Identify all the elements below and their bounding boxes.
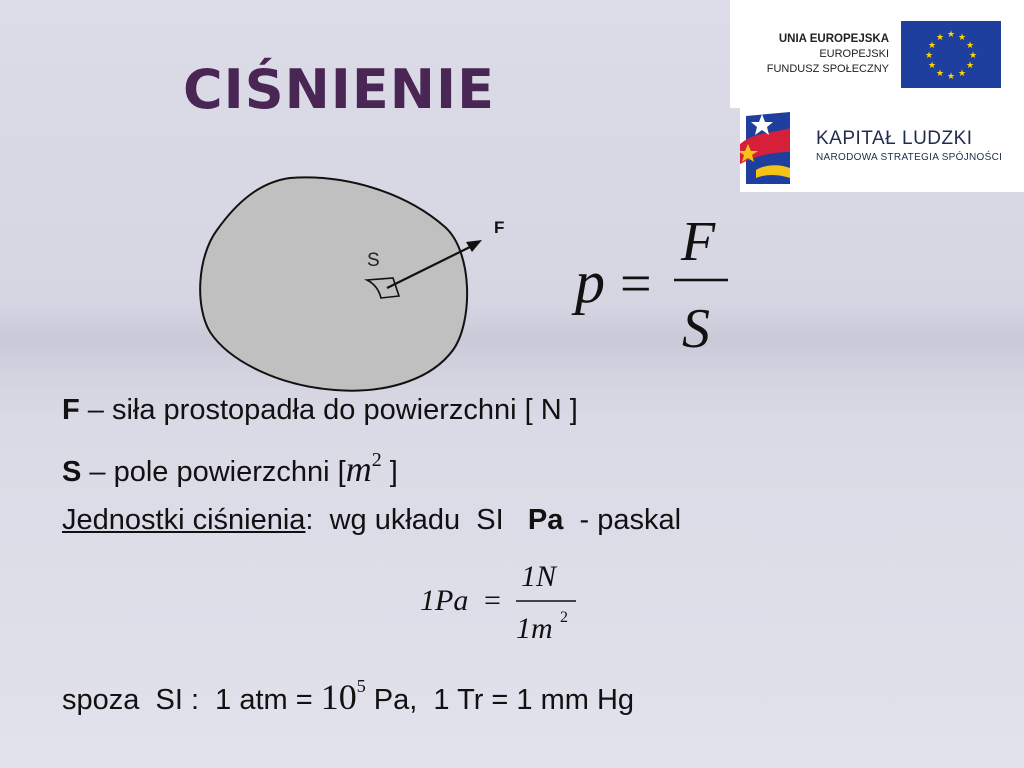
svg-text:★: ★ bbox=[924, 51, 934, 61]
slide-title: CIŚNIENIE bbox=[183, 58, 495, 121]
surface-label: S bbox=[367, 250, 380, 271]
svg-text:★: ★ bbox=[935, 33, 945, 43]
svg-text:★: ★ bbox=[935, 69, 945, 79]
svg-text:★: ★ bbox=[946, 72, 956, 82]
surface-unit-exponent: 2 bbox=[371, 449, 382, 472]
surface-unit-close: ] bbox=[381, 456, 398, 488]
eu-logo-line1: UNIA EUROPEJSKA bbox=[778, 33, 889, 45]
force-arrowhead-icon bbox=[466, 240, 482, 252]
svg-text:★: ★ bbox=[957, 69, 967, 79]
units-middle: : wg układu SI bbox=[305, 504, 528, 536]
line-force-definition bbox=[62, 394, 578, 427]
formula-numerator: F bbox=[681, 211, 716, 273]
line-non-si-units bbox=[62, 676, 634, 718]
formula-equals: = bbox=[620, 253, 652, 315]
eu-stars-icon bbox=[901, 21, 1001, 88]
svg-text:★: ★ bbox=[965, 61, 975, 71]
surface-unit-base: m bbox=[345, 449, 372, 489]
kapital-ludzki-line1: KAPITAŁ LUDZKI bbox=[816, 128, 973, 149]
pascal-numerator: 1N bbox=[521, 560, 557, 593]
eu-logo bbox=[730, 0, 1024, 108]
non-si-label: spoza SI : 1 atm = bbox=[62, 684, 321, 716]
kapital-ludzki-line2: NARODOWA STRATEGIA SPÓJNOŚCI bbox=[816, 152, 1003, 163]
force-symbol: F bbox=[62, 394, 80, 426]
force-description: – siła prostopadła do powierzchni [ N ] bbox=[79, 394, 578, 426]
svg-text:★: ★ bbox=[927, 41, 937, 51]
svg-text:★: ★ bbox=[927, 61, 937, 71]
pascal-denominator-base: 1m bbox=[516, 612, 553, 645]
formula-lhs: p bbox=[575, 249, 605, 315]
kapital-ludzki-text bbox=[816, 128, 1002, 163]
non-si-base: 10 bbox=[320, 677, 357, 717]
units-tail: - paskal bbox=[563, 504, 682, 536]
eu-logo-text bbox=[767, 32, 889, 77]
svg-text:★: ★ bbox=[965, 41, 975, 51]
svg-text:★: ★ bbox=[968, 51, 978, 61]
eu-logo-line3: FUNDUSZ SPOŁECZNY bbox=[766, 63, 889, 75]
line-units bbox=[62, 504, 681, 537]
line-surface-definition bbox=[62, 448, 398, 490]
eu-flag-icon bbox=[901, 21, 1001, 88]
non-si-tail: Pa, 1 Tr = 1 mm Hg bbox=[365, 684, 635, 716]
kapital-ludzki-mark-icon bbox=[740, 108, 792, 188]
pascal-denominator-exponent: 2 bbox=[560, 609, 568, 626]
pascal-formula bbox=[418, 558, 588, 653]
pascal-equals: = bbox=[484, 584, 501, 617]
units-pa: Pa bbox=[527, 504, 564, 536]
kapital-ludzki-logo bbox=[740, 108, 1024, 192]
svg-text:★: ★ bbox=[946, 30, 956, 40]
formula-denominator: S bbox=[682, 298, 710, 360]
surface-blob bbox=[200, 177, 467, 390]
svg-text:★: ★ bbox=[957, 33, 967, 43]
units-label: Jednostki ciśnienia bbox=[62, 504, 306, 536]
pascal-lhs: 1Pa bbox=[420, 584, 469, 617]
eu-logo-line2: EUROPEJSKI bbox=[819, 48, 889, 60]
pressure-formula bbox=[570, 205, 740, 360]
pressure-diagram bbox=[195, 172, 525, 397]
surface-symbol: S bbox=[62, 456, 82, 488]
non-si-exponent: 5 bbox=[356, 676, 366, 697]
force-label: F bbox=[494, 218, 505, 237]
surface-description: – pole powierzchni [ bbox=[81, 456, 346, 488]
